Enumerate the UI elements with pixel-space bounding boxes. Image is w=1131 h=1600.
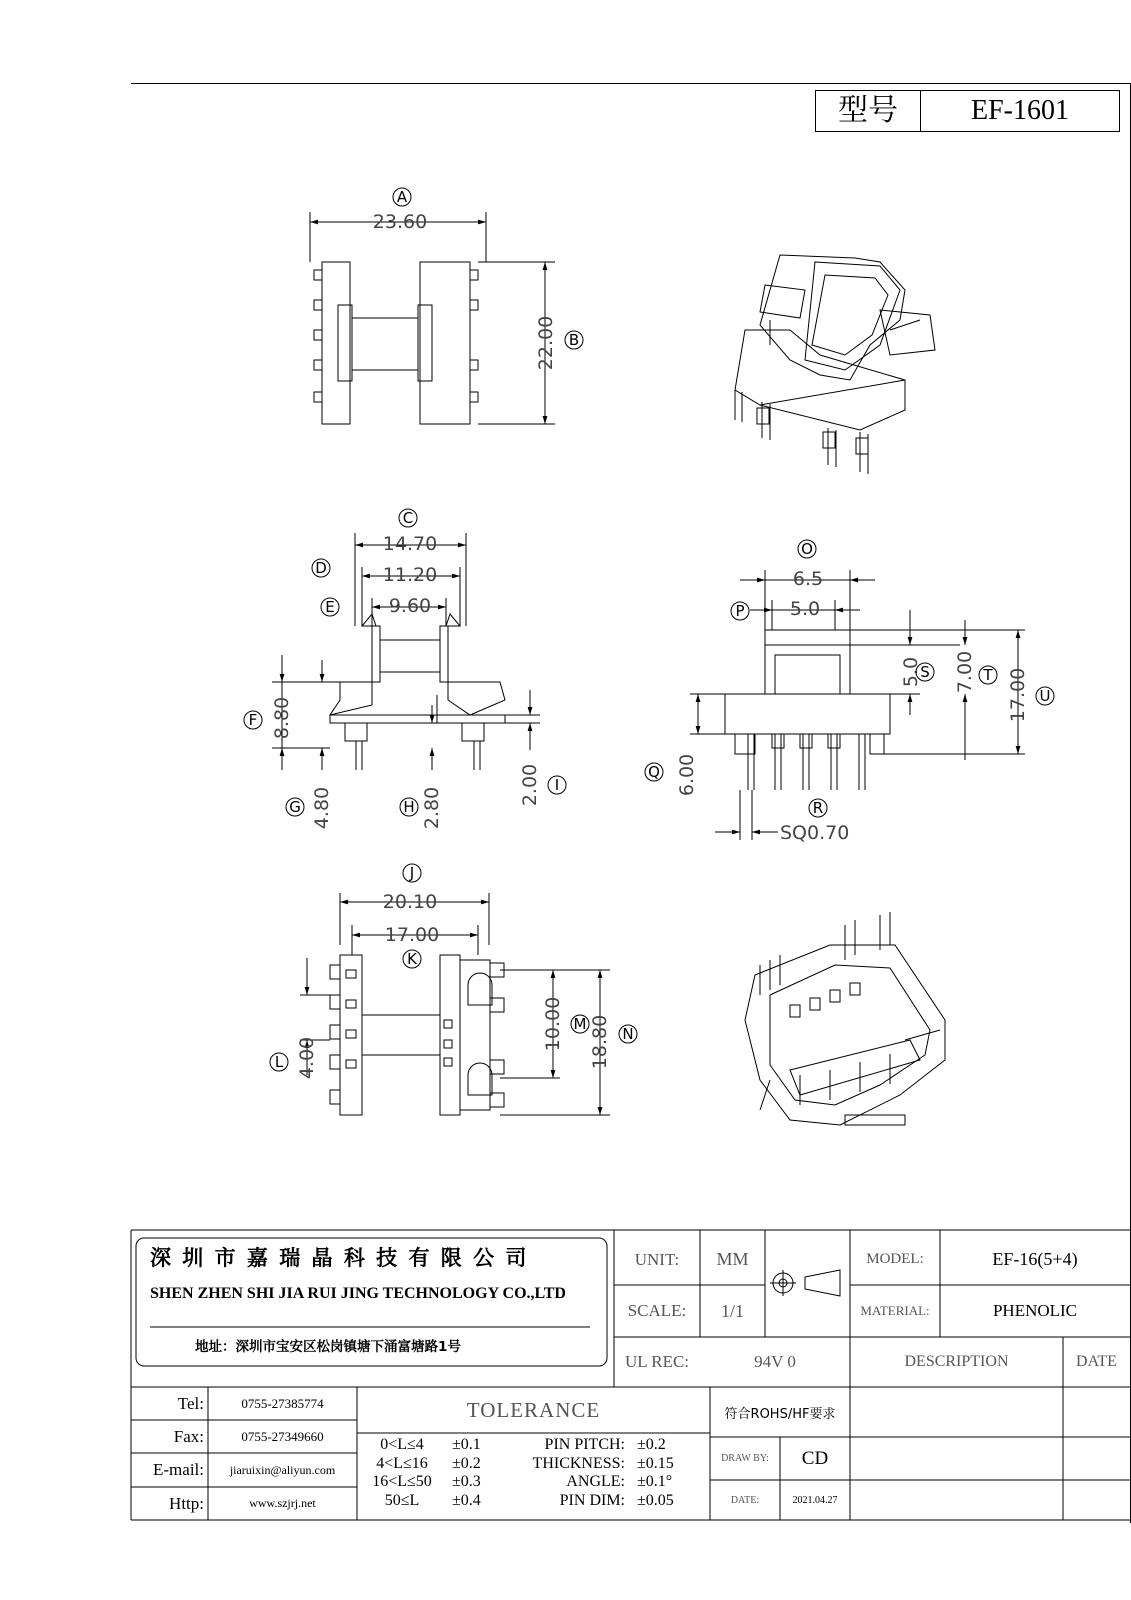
- dim-O-value: 6.5: [792, 568, 824, 590]
- dim-R-label: R: [812, 799, 824, 817]
- dim-E-label: E: [325, 598, 335, 616]
- company-address: 地址：深圳市宝安区松岗镇塘下涌富塘路1号: [195, 1339, 461, 1355]
- scale-label: SCALE:: [627, 1301, 687, 1320]
- dim-B-value: 22.00: [535, 315, 557, 371]
- tolerance-ranges: [362, 1436, 512, 1510]
- dim-C-value: 14.70: [382, 533, 438, 555]
- tolerance-range-row: [362, 1436, 512, 1455]
- dim-J-value: 20.10: [382, 891, 438, 913]
- item-tol: ±0.1°: [637, 1473, 673, 1490]
- dim-F-value: 8.80: [271, 696, 293, 740]
- tolerance-range-row: [362, 1492, 512, 1511]
- dim-B-label: B: [568, 331, 580, 349]
- dim-A-label: A: [396, 188, 408, 206]
- tel-value: 0755-27385774: [241, 1395, 324, 1411]
- dim-S-label: S: [920, 663, 930, 681]
- http-value: www.szjrj.net: [249, 1496, 316, 1510]
- dim-H-label: H: [403, 798, 415, 816]
- dim-T-label: T: [983, 666, 993, 684]
- tolerance-items: [515, 1436, 707, 1510]
- dim-P-label: P: [735, 602, 745, 620]
- item: THICKNESS:: [532, 1454, 625, 1472]
- dim-G-label: G: [289, 798, 301, 816]
- range: 0<L≤4: [380, 1436, 424, 1453]
- dim-Q-label: Q: [648, 763, 660, 781]
- dim-K-label: K: [407, 950, 417, 968]
- tolerance-item-row: [515, 1473, 707, 1492]
- dim-A-value: 23.60: [372, 211, 428, 233]
- tolerance-item-row: [515, 1455, 707, 1474]
- date-small-label: DATE:: [730, 1494, 760, 1506]
- dim-S-value: 5.0: [900, 656, 922, 688]
- dim-I-value: 2.00: [519, 763, 541, 807]
- model-header-value: EF-1601: [971, 95, 1069, 126]
- dim-Q-value: 6.00: [676, 753, 698, 797]
- range: 4<L≤16: [376, 1454, 428, 1472]
- item: PIN DIM:: [559, 1491, 625, 1509]
- isometric-view-bottom: [745, 912, 945, 1125]
- range-tol: ±0.3: [452, 1473, 481, 1490]
- date-label: DATE: [1076, 1353, 1117, 1370]
- item-tol: ±0.15: [637, 1454, 674, 1472]
- item-tol: ±0.2: [637, 1436, 666, 1453]
- tolerance-item-row: [515, 1492, 707, 1511]
- company-name-en: SHEN ZHEN SHI JIA RUI JING TECHNOLOGY CO.,LTD: [150, 1285, 566, 1302]
- range-tol: ±0.1: [452, 1436, 481, 1453]
- dim-C-label: C: [402, 509, 414, 527]
- model-label: MODEL:: [866, 1251, 924, 1267]
- unit-value: MM: [716, 1249, 749, 1269]
- ul-value: 94V 0: [754, 1352, 796, 1371]
- dim-M-value: 10.00: [542, 996, 564, 1052]
- dim-K-value: 17.00: [384, 924, 440, 946]
- dim-F-label: F: [248, 711, 258, 729]
- date-value: 2021.04.27: [792, 1494, 838, 1506]
- model-value: EF-16(5+4): [992, 1249, 1078, 1269]
- company-name-cn: 深 圳 市 嘉 瑞 晶 科 技 有 限 公 司: [150, 1246, 529, 1270]
- tolerance-title: TOLERANCE: [466, 1397, 601, 1422]
- item: PIN PITCH:: [544, 1436, 625, 1453]
- dim-L-value: 4.00: [296, 1036, 318, 1080]
- range-tol: ±0.2: [452, 1454, 481, 1472]
- dim-D-label: D: [315, 559, 327, 577]
- unit-label: UNIT:: [634, 1249, 680, 1269]
- material-label: MATERIAL:: [860, 1303, 930, 1318]
- email-value: jiaruixin@aliyun.com: [229, 1462, 336, 1477]
- dim-D-value: 11.20: [382, 564, 438, 586]
- dim-T-value: 7.00: [954, 650, 976, 694]
- draw-by-value: CD: [801, 1447, 829, 1469]
- dim-N-value: 18.80: [589, 1014, 611, 1070]
- tolerance-item-row: [515, 1436, 707, 1455]
- email-label: E-mail:: [153, 1460, 204, 1479]
- dim-R-value: SQ0.70: [780, 822, 850, 844]
- range-tol: ±0.4: [452, 1491, 481, 1509]
- dim-U-label: U: [1039, 687, 1051, 705]
- dim-I-label: I: [554, 776, 560, 794]
- scale-value: 1/1: [720, 1300, 744, 1321]
- description-label: DESCRIPTION: [904, 1353, 1009, 1370]
- dim-O-label: O: [801, 540, 813, 558]
- ul-label: UL REC:: [624, 1352, 690, 1371]
- range: 50≤L: [384, 1491, 420, 1509]
- dim-U-value: 17.00: [1007, 667, 1029, 723]
- dim-N-label: N: [622, 1025, 634, 1043]
- item: ANGLE:: [566, 1473, 625, 1490]
- rohs-compliance: 符合ROHS/HF要求: [724, 1406, 836, 1422]
- dim-G-value: 4.80: [311, 786, 333, 830]
- model-header-label: 型号: [816, 91, 921, 131]
- fax-value: 0755-27349660: [241, 1428, 324, 1444]
- dim-L-label: L: [274, 1053, 284, 1071]
- item-tol: ±0.05: [637, 1491, 674, 1509]
- dim-M-label: M: [573, 1015, 587, 1033]
- http-label: Http:: [169, 1493, 204, 1513]
- tolerance-range-row: [362, 1473, 512, 1492]
- dim-J-label: J: [409, 864, 415, 882]
- material-value: PHENOLIC: [992, 1301, 1078, 1320]
- dim-H-value: 2.80: [421, 786, 443, 830]
- tolerance-range-row: [362, 1455, 512, 1474]
- dim-P-value: 5.0: [789, 598, 821, 620]
- draw-by-label: DRAW BY:: [721, 1453, 769, 1464]
- tel-label: Tel:: [177, 1393, 204, 1413]
- fax-label: Fax:: [173, 1426, 204, 1446]
- dim-E-value: 9.60: [388, 595, 432, 617]
- range: 16<L≤50: [372, 1473, 432, 1490]
- front-view: [310, 212, 555, 424]
- isometric-view-top: [735, 255, 935, 474]
